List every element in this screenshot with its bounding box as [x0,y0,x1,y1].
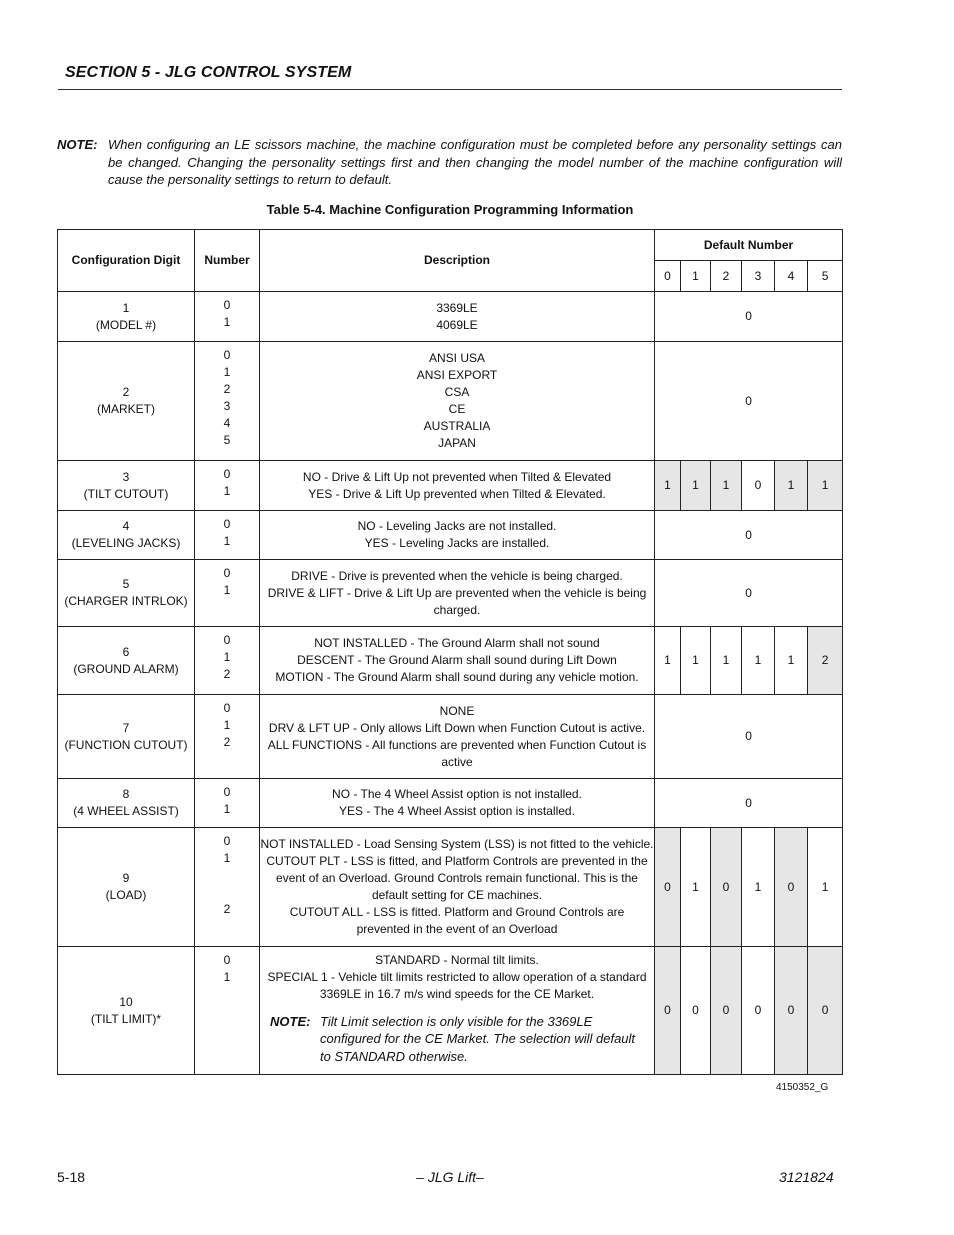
default-cell: 1 [808,828,843,947]
tilt-limit-note-label: NOTE: [270,1013,311,1029]
config-table-wrapper [57,229,842,1075]
default-cell: 0 [775,947,808,1075]
header-number: Number [195,230,260,292]
description-cell: NO - The 4 Wheel Assist option is not installed. YES - The 4 Wheel Assist option is installed. [260,779,655,828]
header-default-number: Default Number [655,230,843,261]
config-digit-cell: 4 (LEVELING JACKS) [58,511,195,560]
header-description: Description [260,230,655,292]
table-row [58,461,843,511]
note-label: NOTE: [57,137,98,152]
config-digit-cell: 3 (TILT CUTOUT) [58,461,195,511]
default-cell: 0 [655,947,681,1075]
default-cell: 1 [742,828,775,947]
description-cell: NONE DRV & LFT UP - Only allows Lift Down when Function Cutout is active. ALL FUNCTIONS - All functions are prevented when Function Cutout is active [260,695,655,779]
section-title: SECTION 5 - JLG CONTROL SYSTEM [65,64,352,81]
description-cell: 3369LE 4069LE [260,292,655,342]
intro-note [57,136,842,189]
default-cell: 1 [711,627,742,695]
default-col-3: 3 [742,261,775,292]
header-config-digit: Configuration Digit [58,230,195,292]
table-caption: Table 5-4. Machine Configuration Programming Information [266,202,634,217]
config-digit-cell: 9 (LOAD) [58,828,195,947]
table-row [58,695,843,779]
number-cell: 0 1 [195,947,260,1075]
config-digit-cell: 8 (4 WHEEL ASSIST) [58,779,195,828]
config-digit-cell: 2 (MARKET) [58,342,195,461]
default-cell: 1 [655,627,681,695]
document-number: 3121824 [779,1169,834,1185]
default-cell: 1 [681,627,711,695]
description-cell: NOT INSTALLED - Load Sensing System (LSS) is not fitted to the vehicle. CUTOUT PLT - LSS is fitted, and Platform Controls are prevented in the event of an Overload. Ground Controls remain functional. This is the default setting for CE machines. CUTOUT ALL - LSS is fitted. Platform and Ground Controls are prevented in the event of an Overload [260,828,655,947]
tilt-limit-note-text: Tilt Limit selection is only visible for the 3369LE configured for the CE Market. The selection will default to STANDARD otherwise. [320,1013,636,1064]
description-cell: STANDARD - Normal tilt limits. SPECIAL 1 - Vehicle tilt limits restricted to allow operation of a standard 3369LE in 16.7 m/s wind speeds for the CE Market. NOTE: Tilt Limit selection is only visible for the 3369LE configured for the CE Market. The selection will default to STANDARD otherwise. [260,947,655,1075]
number-cell: 0 1 2 3 4 5 [195,342,260,461]
table-row [58,342,843,461]
default-cell: 1 [711,461,742,511]
default-value-cell: 0 [655,292,843,342]
default-cell: 0 [655,828,681,947]
default-col-1: 1 [681,261,711,292]
table-row [58,947,843,1075]
number-cell: 0 1 [195,292,260,342]
description-cell: NO - Leveling Jacks are not installed. YES - Leveling Jacks are installed. [260,511,655,560]
default-value-cell: 0 [655,695,843,779]
table-row [58,511,843,560]
default-value-cell: 0 [655,560,843,627]
default-col-2: 2 [711,261,742,292]
figure-id: 4150352_G [776,1082,829,1093]
default-cell: 0 [808,947,843,1075]
default-cell: 0 [711,828,742,947]
number-cell: 0 1 [195,511,260,560]
note-text: When configuring an LE scissors machine, the machine configuration must be completed before any personality settings can be changed. Changing the personality settings first and then changing the model number of the machine configuration will cause the personality settings to return to default. [108,137,842,187]
table-row [58,779,843,828]
default-cell: 0 [681,947,711,1075]
table-row [58,292,843,342]
config-digit-cell: 10 (TILT LIMIT)* [58,947,195,1075]
default-value-cell: 0 [655,779,843,828]
default-cell: 1 [808,461,843,511]
number-cell: 0 1 [195,560,260,627]
description-cell: NO - Drive & Lift Up not prevented when Tilted & Elevated YES - Drive & Lift Up prevented when Tilted & Elevated. [260,461,655,511]
description-cell: DRIVE - Drive is prevented when the vehicle is being charged. DRIVE & LIFT - Drive & Lift Up are prevented when the vehicle is being charged. [260,560,655,627]
config-digit-cell: 7 (FUNCTION CUTOUT) [58,695,195,779]
table-row [58,828,843,947]
default-col-4: 4 [775,261,808,292]
default-cell: 2 [808,627,843,695]
number-cell: 0 1 2 [195,627,260,695]
default-cell: 0 [775,828,808,947]
default-cell: 1 [681,461,711,511]
description-cell: NOT INSTALLED - The Ground Alarm shall not sound DESCENT - The Ground Alarm shall sound during Lift Down MOTION - The Ground Alarm shall sound during any vehicle motion. [260,627,655,695]
default-col-5: 5 [808,261,843,292]
default-cell: 0 [742,947,775,1075]
default-col-0: 0 [655,261,681,292]
description-cell: ANSI USA ANSI EXPORT CSA CE AUSTRALIA JAPAN [260,342,655,461]
config-table [57,229,843,1075]
table-row [58,627,843,695]
default-cell: 1 [681,828,711,947]
table-row [58,560,843,627]
default-cell: 0 [711,947,742,1075]
default-cell: 1 [742,627,775,695]
number-cell: 0 1 [195,461,260,511]
tilt-limit-note [270,1013,648,1066]
config-digit-cell: 5 (CHARGER INTRLOK) [58,560,195,627]
default-value-cell: 0 [655,511,843,560]
default-cell: 1 [775,627,808,695]
header-rule [58,89,842,90]
number-cell: 0 1 [195,779,260,828]
footer-publisher: – JLG Lift– [416,1169,484,1185]
default-cell: 1 [775,461,808,511]
default-cell: 1 [655,461,681,511]
default-value-cell: 0 [655,342,843,461]
number-cell: 0 1 2 [195,828,260,947]
config-digit-cell: 6 (GROUND ALARM) [58,627,195,695]
default-cell: 0 [742,461,775,511]
page-number: 5-18 [57,1169,86,1185]
number-cell: 0 1 2 [195,695,260,779]
config-digit-cell: 1 (MODEL #) [58,292,195,342]
